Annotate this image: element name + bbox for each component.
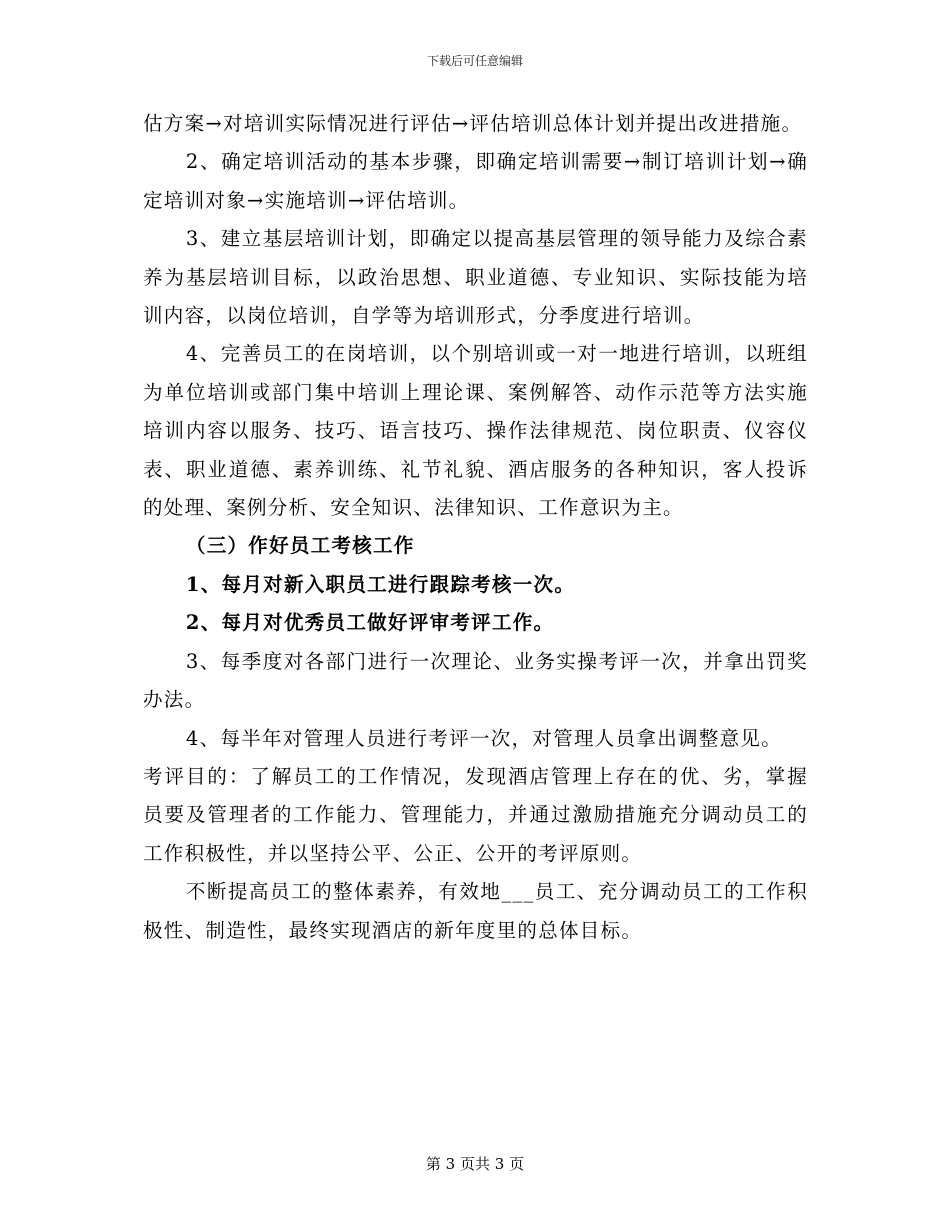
page-header: 下载后可任意编辑	[426, 54, 523, 68]
paragraph-training-steps: 2、确定培训活动的基本步骤，即确定培训需要→制订培训计划→确定培训对象→实施培训→评估培训。	[143, 150, 808, 212]
paragraph-half-year-assessment: 4、每半年对管理人员进行考评一次，对管理人员拿出调整意见。	[185, 726, 782, 750]
paragraph-monthly-new-staff: 1、每月对新入职员工进行跟踪考核一次。	[185, 572, 576, 596]
paragraph-monthly-excellent-staff: 2、每月对优秀员工做好评审考评工作。	[185, 611, 555, 635]
document-body	[143, 105, 808, 950]
paragraph-conclusion: 不断提高员工的整体素养，有效地___员工、充分调动员工的工作积极性、制造性，最终实现酒店的新年度里的总体目标。	[143, 880, 808, 942]
paragraph-assessment-purpose: 考评目的：了解员工的工作情况，发现酒店管理上存在的优、劣，掌握员要及管理者的工作能力、管理能力，并通过激励措施充分调动员工的工作积极性，并以坚持公平、公正、公开的考评原则。	[143, 764, 808, 865]
page-footer: 第 3 页共 3 页	[425, 1155, 525, 1173]
paragraph-basic-training-plan: 3、建立基层培训计划，即确定以提高基层管理的领导能力及综合素养为基层培训目标，以政治思想、职业道德、专业知识、实际技能为培训内容，以岗位培训，自学等为培训形式，分季度进行培训。	[143, 227, 808, 328]
paragraph-on-job-training: 4、完善员工的在岗培训，以个别培训或一对一地进行培训，以班组为单位培训或部门集中培训上理论课、案例解答、动作示范等方法实施培训内容以服务、技巧、语言技巧、操作法律规范、岗位职责、仪容仪表、职业道德、素养训练、礼节礼貌、酒店服务的各种知识，客人投诉的处理、案例分析、安全知识、法律知识、工作意识为主。	[143, 342, 808, 520]
paragraph-quarterly-assessment: 3、每季度对各部门进行一次理论、业务实操考评一次，并拿出罚奖办法。	[143, 649, 808, 712]
section-heading-assessment: （三）作好员工考核工作	[185, 534, 415, 558]
paragraph-evaluation-continuation: 估方案→对培训实际情况进行评估→评估培训总体计划并提出改进措施。	[143, 112, 803, 135]
